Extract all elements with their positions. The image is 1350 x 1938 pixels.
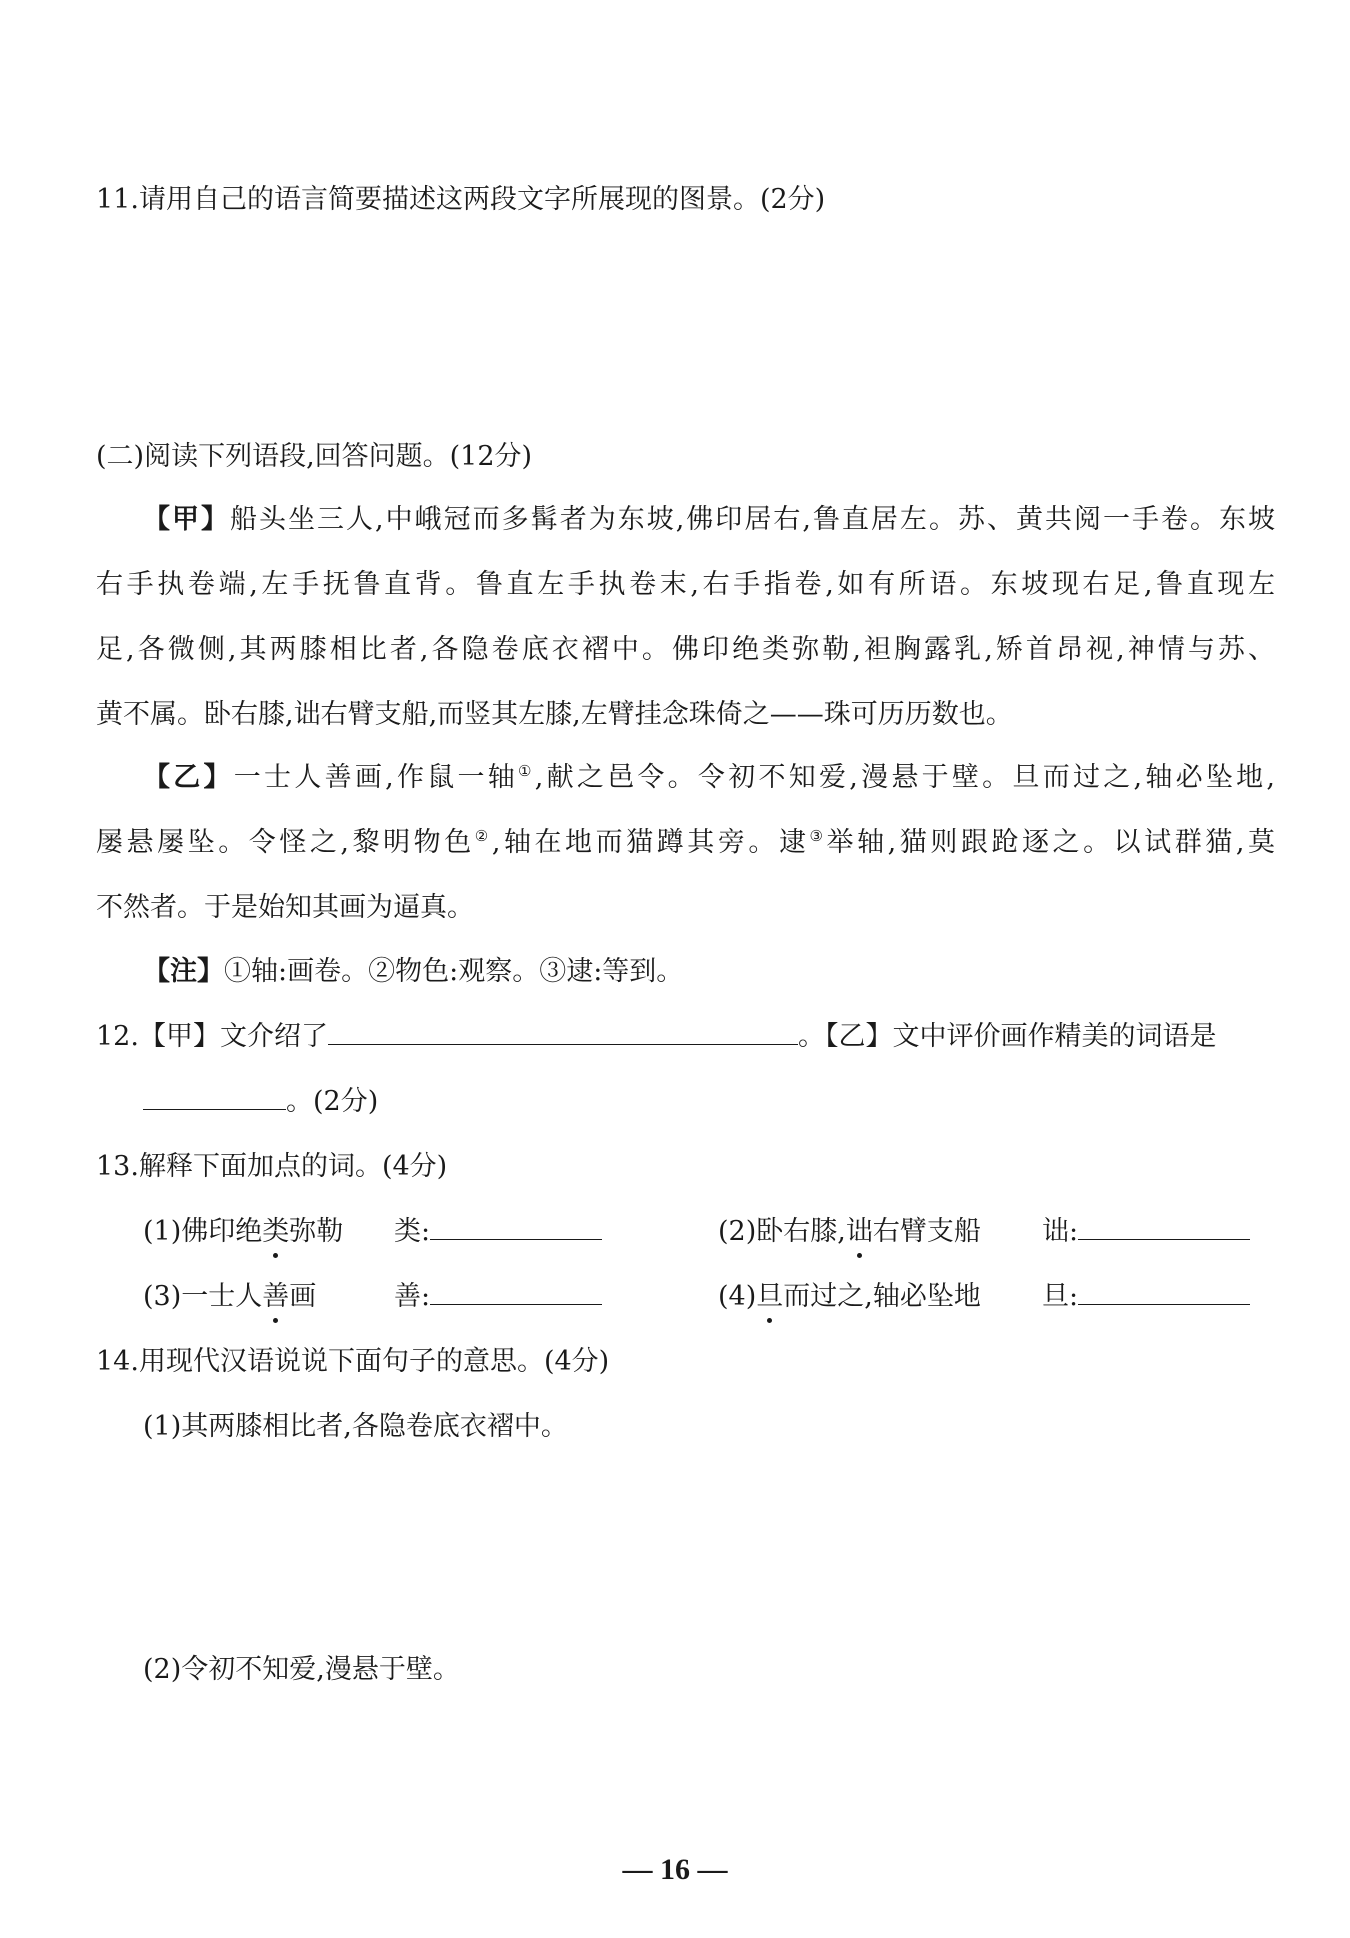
dotted-word: 善 (262, 1277, 289, 1317)
question-13-answer-2: 诎: (1042, 1212, 1250, 1252)
question-13-item-4: (4)旦而过之,轴必坠地 (718, 1277, 981, 1317)
answer-blank[interactable] (430, 1278, 602, 1305)
passage-jia-line: 右手执卷端,左手抚鲁直背。鲁直左手执卷末,右手指卷,如有所语。东坡现右足,鲁直现左 (96, 569, 1275, 600)
question-12-cont: 。(2分) (143, 1082, 378, 1122)
question-14-item-2: (2)令初不知爱,漫悬于壁。 (143, 1654, 460, 1685)
answer-blank[interactable] (328, 1018, 798, 1045)
answer-blank[interactable] (430, 1213, 602, 1240)
question-13-answer-3: 善: (394, 1277, 602, 1317)
footnote-mark: ① (518, 762, 535, 780)
dotted-word: 旦 (756, 1277, 783, 1317)
question-13-item-3: (3)一士人善画 (143, 1277, 316, 1317)
passage-jia-line: 足,各微侧,其两膝相比者,各隐卷底衣褶中。佛印绝类弥勒,袒胸露乳,矫首昂视,神情与苏、 (96, 634, 1275, 665)
question-13-item-1: (1)佛印绝类弥勒 (143, 1212, 343, 1252)
notes (143, 952, 683, 992)
passage-jia-line: 黄不属。卧右膝,诎右臂支船,而竖其左膝,左臂挂念珠倚之——珠可历历数也。 (96, 699, 1013, 730)
question-13: 13.解释下面加点的词。(4分) (96, 1151, 448, 1182)
footnote-mark: ③ (809, 827, 827, 845)
answer-blank[interactable] (1078, 1213, 1250, 1240)
passage-yi-line: 不然者。于是始知其画为逼真。 (96, 892, 474, 923)
page-number: — 16 — (622, 1853, 728, 1886)
footnote-mark: ② (474, 827, 492, 845)
question-14: 14.用现代汉语说说下面句子的意思。(4分) (96, 1346, 610, 1377)
answer-blank[interactable] (143, 1083, 286, 1110)
notes-text: ①轴:画卷。②物色:观察。③逮:等到。 (224, 956, 684, 987)
passage-yi-label: 【乙】 (143, 762, 234, 793)
question-13-item-2: (2)卧右膝,诎右臂支船 (718, 1212, 981, 1252)
passage-jia-label: 【甲】 (143, 504, 231, 535)
question-13-answer-1: 类: (394, 1212, 602, 1252)
dotted-word: 诎 (846, 1212, 873, 1252)
question-14-item-1: (1)其两膝相比者,各隐卷底衣褶中。 (143, 1411, 568, 1442)
answer-blank[interactable] (1078, 1278, 1250, 1305)
question-13-answer-4: 旦: (1042, 1277, 1250, 1317)
notes-label: 【注】 (143, 956, 224, 987)
passage-yi-line: 屡悬屡坠。令怪之,黎明物色②,轴在地而猫蹲其旁。逮③举轴,猫则跟跄逐之。以试群猫,莫 (96, 827, 1275, 858)
question-12: 12.【甲】文介绍了 。【乙】文中评价画作精美的词语是 (96, 1017, 1216, 1057)
question-11: 11.请用自己的语言简要描述这两段文字所展现的图景。(2分) (96, 184, 826, 215)
passage-yi-line: 【乙】一士人善画,作鼠一轴①,献之邑令。令初不知爱,漫悬于壁。旦而过之,轴必坠地, (143, 762, 1275, 793)
dotted-word: 类 (262, 1212, 289, 1252)
section-heading: (二)阅读下列语段,回答问题。(12分) (96, 441, 533, 472)
passage-jia-line: 【甲】船头坐三人,中峨冠而多髯者为东坡,佛印居右,鲁直居左。苏、黄共阅一手卷。东坡 (143, 504, 1276, 535)
